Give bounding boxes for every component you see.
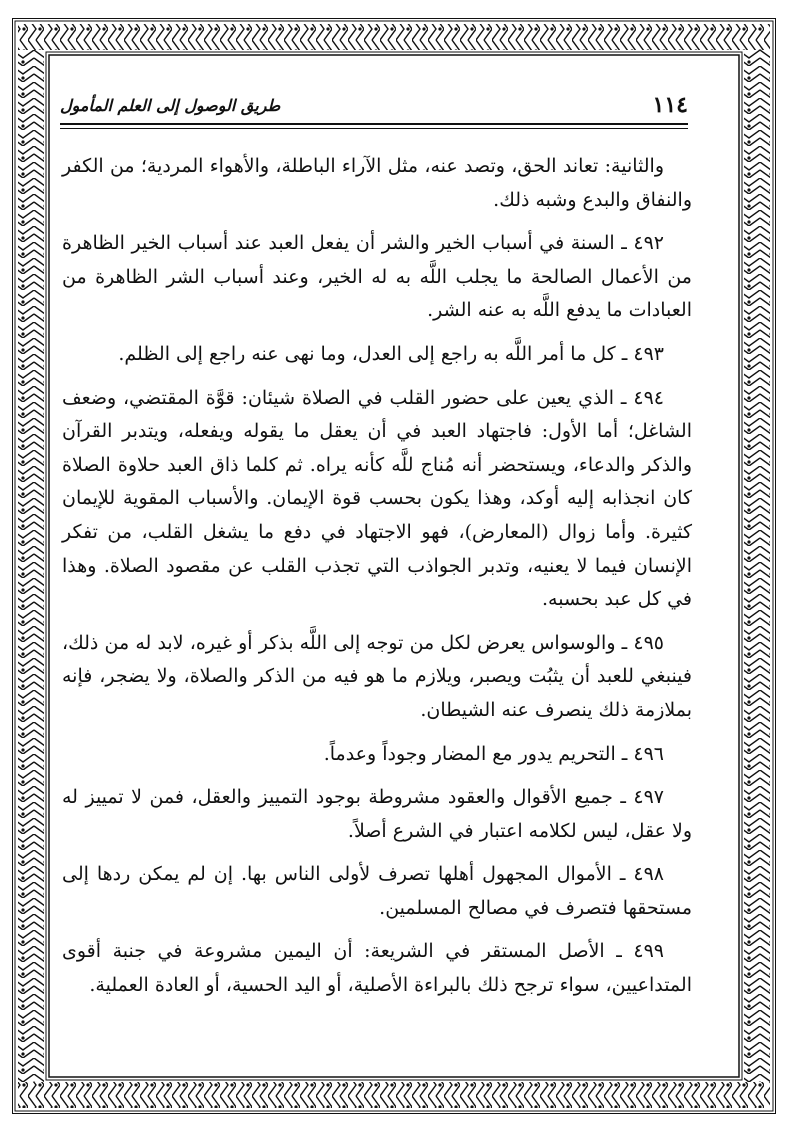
body-text — [62, 150, 692, 1013]
paragraph: ٤٩٩ ـ الأصل المستقر في الشريعة: أن اليمين مشروعة في جنبة أقوى المتداعيين، سواء ترجح ذلك بالبراءة الأصلية، أو اليد الحسية، أو العادة العملية. — [62, 940, 692, 997]
paragraph: ٤٩٣ ـ كل ما أمر اللَّه به راجع إلى العدل، وما نهى عنه راجع إلى الظلم. — [118, 342, 664, 365]
header-rule — [60, 123, 688, 125]
running-title: طريق الوصول إلى العلم المأمول — [60, 96, 281, 115]
paragraph: ٤٩٦ ـ التحريم يدور مع المضار وجوداً وعدماً. — [323, 742, 664, 765]
paragraph: ٤٩٢ ـ السنة في أسباب الخير والشر أن يفعل العبد عند أسباب الخير الظاهرة من الأعمال الصالحة ما يجلب اللَّه به له الخير، وعند أسباب الشر الظاهرة من العبادات ما يدفع اللَّه به عنه الشر. — [62, 232, 692, 322]
paragraph: ٤٩٤ ـ الذي يعين على حضور القلب في الصلاة شيئان: قوَّة المقتضي، وضعف الشاغل؛ أما الأول: فاجتهاد العبد في أن يعقل ما يقوله ويفعله، ويتدبر القرآن والذكر والدعاء، ويستحضر أنه مُناج للَّه كأنه يراه. ثم كلما ذاق العبد حلاوة الصلاة كان انجذابه إليه أوكد، وهذا يكون بحسب قوة الإيمان. والأسباب المقوية للإيمان كثيرة. وأما زوال (المعارض)، فهو الاجتهاد في دفع ما يشغل القلب، من تفكر الإنسان فيما لا يعنيه، وتدبر الجواذب التي تجذب القلب عن مقصود الصلاة. وهذا في كل عبد بحسبه. — [62, 386, 692, 611]
header-rule-thin — [60, 128, 688, 129]
paragraph: ٤٩٥ ـ والوسواس يعرض لكل من توجه إلى اللَّه بذكر أو غيره، لابد له من ذلك، فينبغي للعبد أن يثبُت ويصبر، ويلازم ما هو فيه من الذكر والصلاة، ولا يضجر، فإنه بملازمة ذلك ينصرف عنه الشيطان. — [62, 631, 692, 721]
page-number: ١١٤ — [652, 92, 688, 118]
page-header — [60, 90, 688, 122]
paragraph: ٤٩٧ ـ جميع الأقوال والعقود مشروطة بوجود التمييز والعقل، فمن لا تمييز له ولا عقل، ليس لكلامه اعتبار في الشرع أصلاً. — [62, 786, 692, 842]
paragraph: ٤٩٨ ـ الأموال المجهول أهلها تصرف لأولى الناس بها. إن لم يمكن ردها إلى مستحقها فتصرف في مصالح المسلمين. — [62, 863, 692, 919]
paragraph: والثانية: تعاند الحق، وتصد عنه، مثل الآراء الباطلة، والأهواء المردية؛ من الكفر والنفاق والبدع وشبه ذلك. — [62, 155, 692, 211]
